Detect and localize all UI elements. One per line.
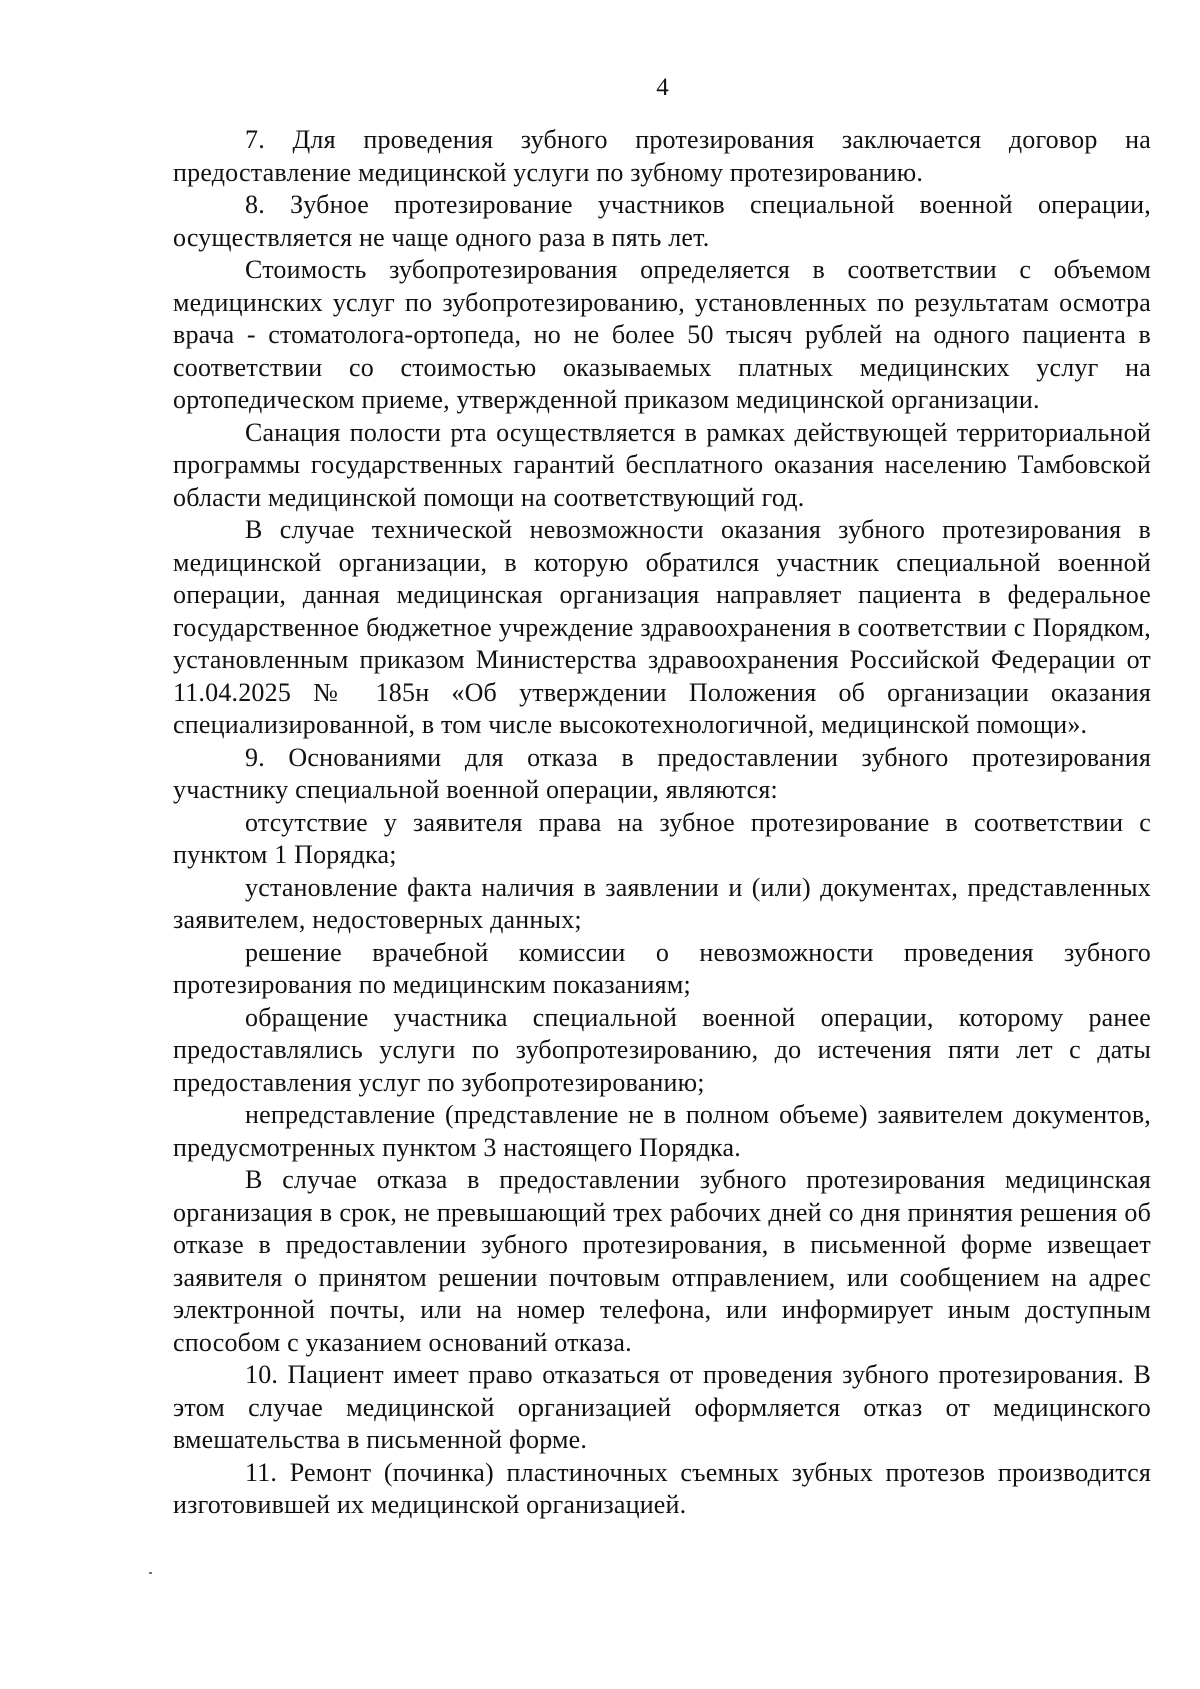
refusal-ground-5: непредставление (представление не в полном объеме) заявителем документов, предусмотренных пунктом 3 настоящего Порядка. [173, 1100, 1151, 1162]
page-number: 4 [656, 74, 669, 101]
paragraph-sanitation: Санация полости рта осуществляется в рамках действующей территориальной программы государственных гарантий бесплатного оказания населению Тамбовской области медицинской помощи на соответствующий год. [173, 417, 1151, 512]
paragraph-10: 10. Пациент имеет право отказаться от проведения зубного протезирования. В этом случае медицинской организацией оформляется отказ от медицинского вмешательства в письменной форме. [173, 1360, 1151, 1454]
paragraph-8: 8. Зубное протезирование участников специальной военной операции, осуществляется не чаще одного раза в пять лет. [173, 190, 1151, 252]
paragraph-7: 7. Для проведения зубного протезирования заключается договор на предоставление медицинской услуги по зубному протезированию. [173, 125, 1151, 187]
paragraph-cost: Стоимость зубопротезирования определяется в соответствии с объемом медицинских услуг по зубопротезированию, установленных по результатам осмотра врача - стоматолога-ортопеда, но не более 50 тысяч рублей на одного пациента в соответствии со стоимостью оказываемых платных медицинских услуг на ортопедическом приеме, утвержденной приказом медицинской организации. [173, 255, 1151, 414]
paragraph-11: 11. Ремонт (починка) пластиночных съемных зубных протезов производится изготовившей их медицинской организацией. [173, 1457, 1151, 1519]
paragraph-refusal-notice: В случае отказа в предоставлении зубного протезирования медицинская организация в срок, не превышающий трех рабочих дней со дня принятия решения об отказе в предоставлении зубного протезирования, в письменной форме извещает заявителя о принятом решении почтовым отправлением, или сообщением на адрес электронной почты, или на номер телефона, или информирует иным доступным способом с указанием оснований отказа. [173, 1165, 1151, 1357]
scan-speck [149, 1572, 152, 1574]
document-body [173, 124, 1151, 1522]
refusal-ground-2: установление факта наличия в заявлении и (или) документах, представленных заявителем, недостоверных данных; [173, 872, 1151, 934]
refusal-ground-1: отсутствие у заявителя права на зубное протезирование в соответствии с пунктом 1 Порядка; [173, 807, 1151, 869]
refusal-ground-4: обращение участника специальной военной операции, которому ранее предоставлялись услуги по зубопротезированию, до истечения пяти лет с даты предоставления услуг по зубопротезированию; [173, 1002, 1151, 1097]
paragraph-technical-impossibility: В случае технической невозможности оказания зубного протезирования в медицинской организации, в которую обратился участник специальной военной операции, данная медицинская организация направляет пациента в федеральное государственное бюджетное учреждение здравоохранения в соответствии с Порядком, установленным приказом Министерства здравоохранения Российской Федерации от 11.04.2025 № 185н «Об утверждении Положения об организации оказания специализированной, в том числе высокотехнологичной, медицинской помощи». [173, 515, 1151, 739]
refusal-ground-3: решение врачебной комиссии о невозможности проведения зубного протезирования по медицинским показаниям; [173, 937, 1151, 999]
paragraph-9: 9. Основаниями для отказа в предоставлении зубного протезирования участнику специальной военной операции, являются: [173, 742, 1151, 804]
